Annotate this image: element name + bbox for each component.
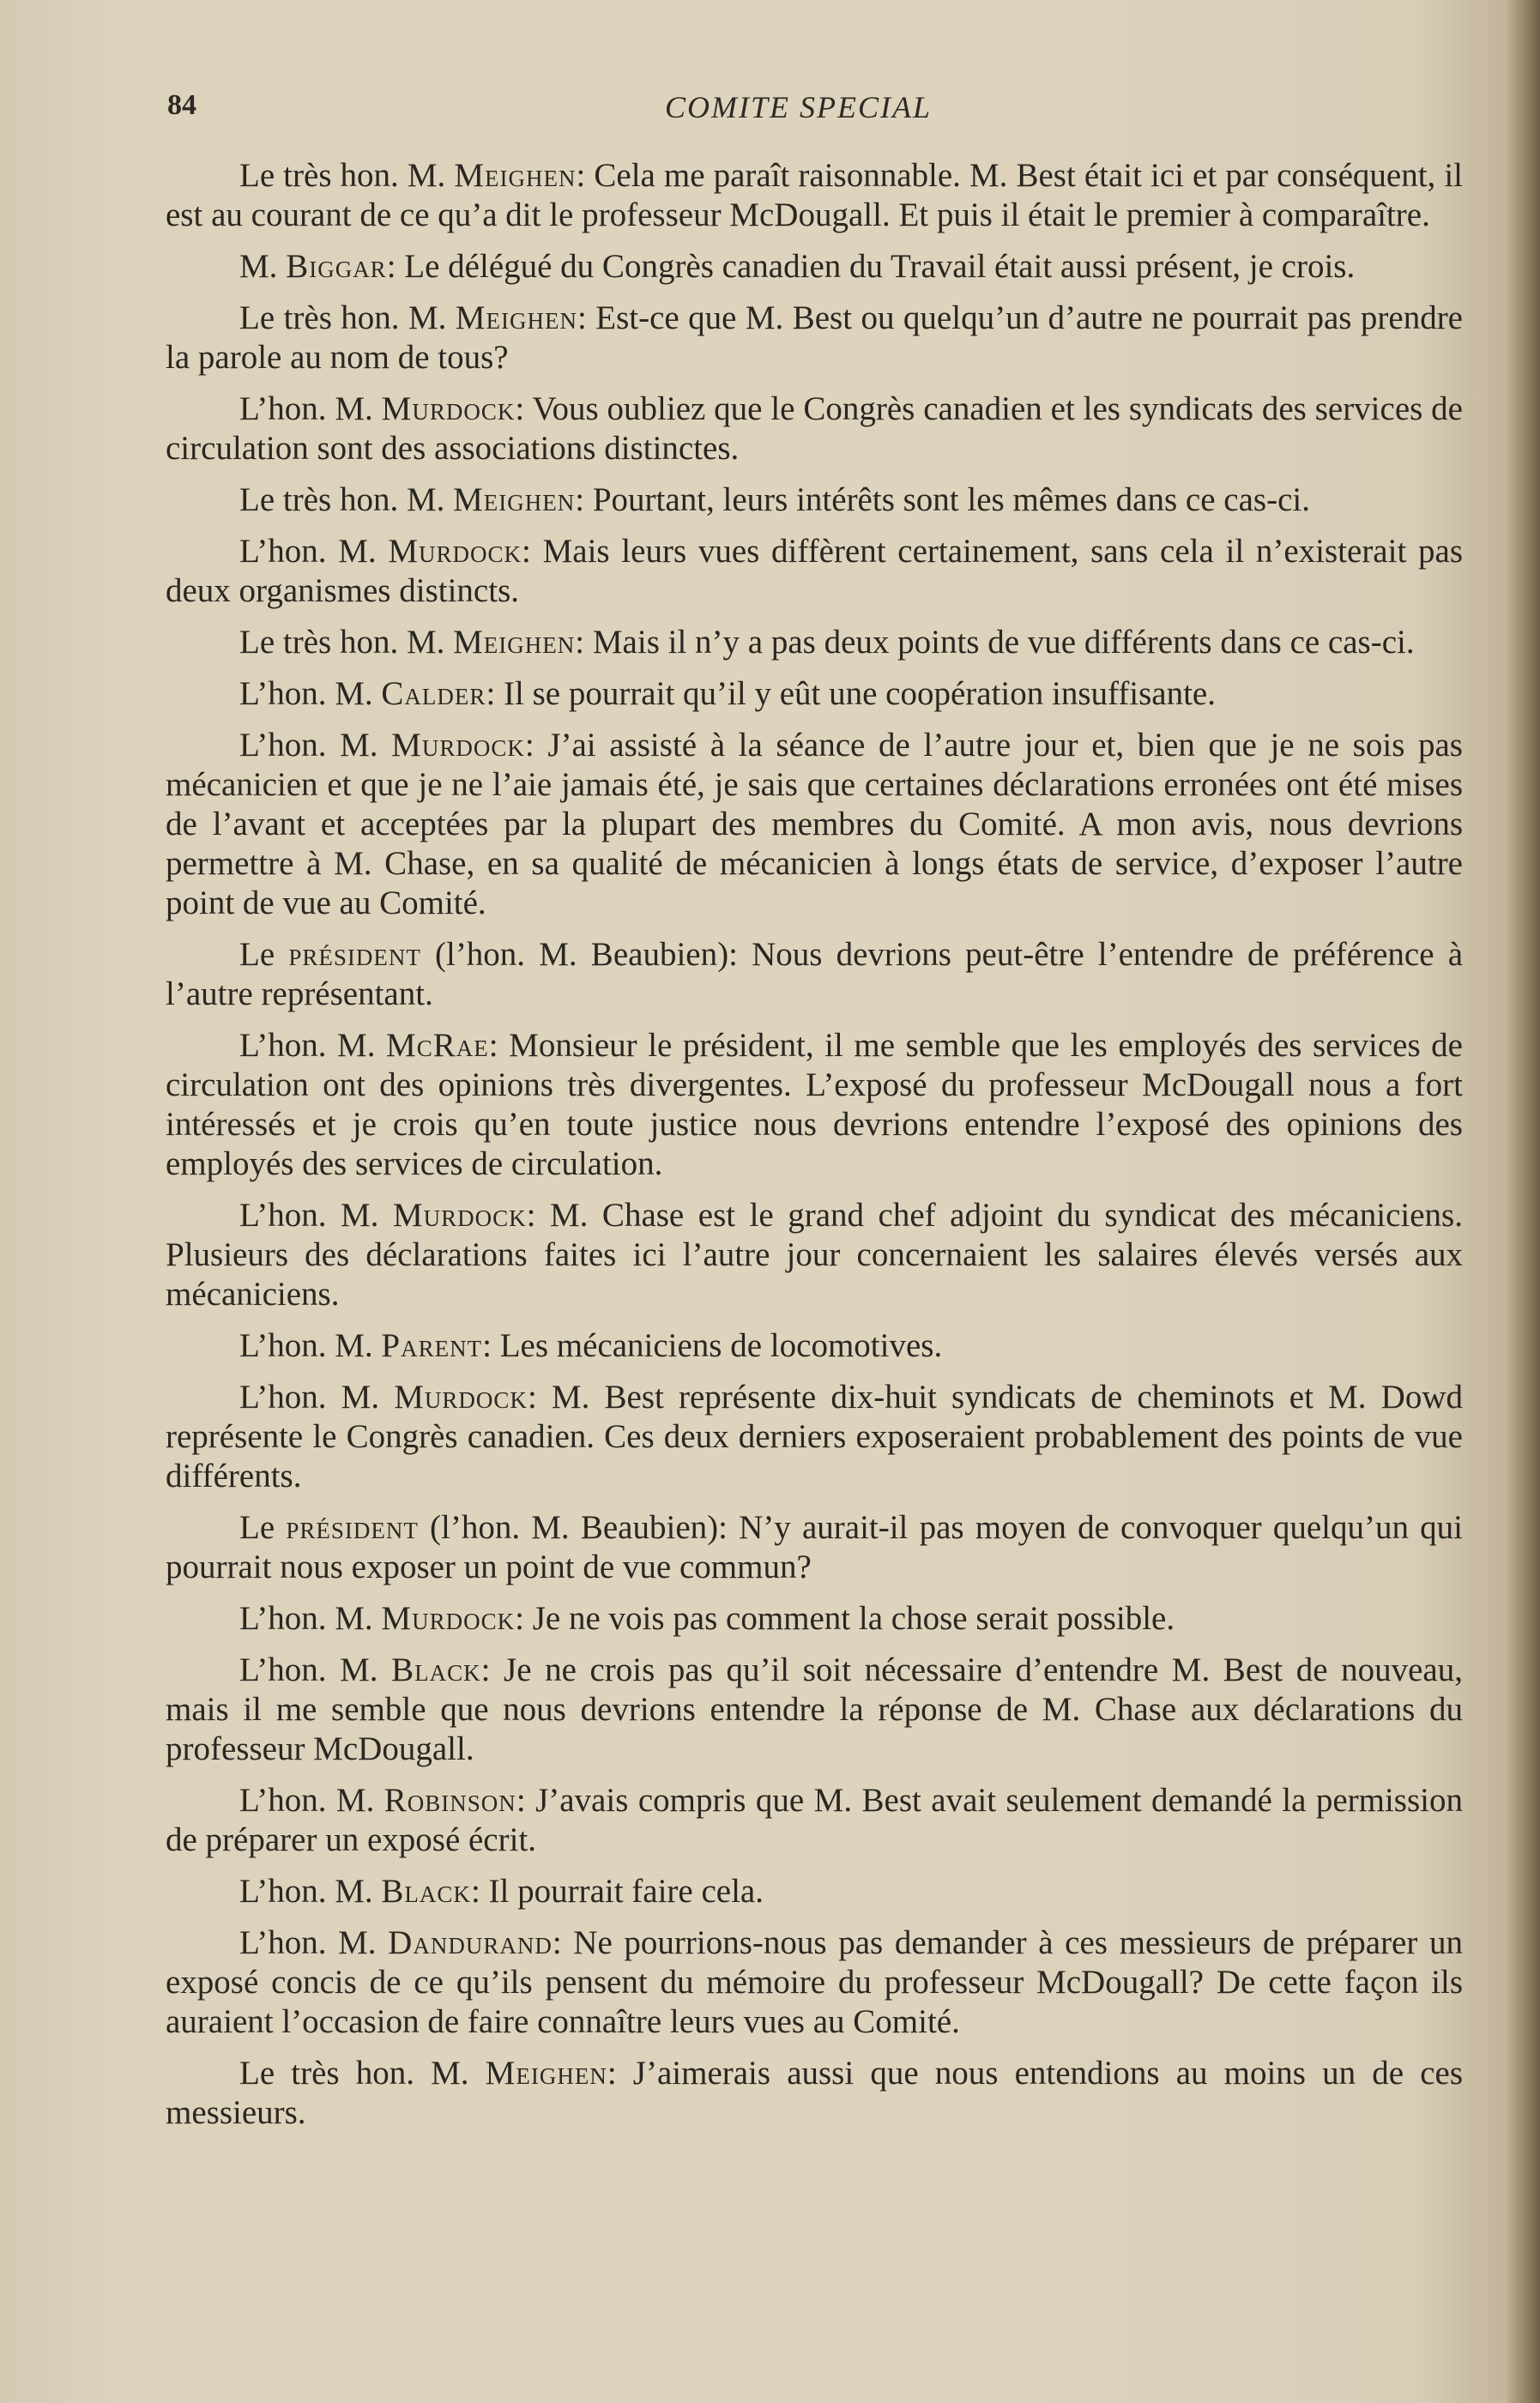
paragraph <box>166 1872 1463 1911</box>
speaker-name: président <box>286 1509 419 1546</box>
paragraph <box>166 674 1463 714</box>
speaker-title: Le très hon. M. <box>239 299 456 336</box>
paragraph <box>166 935 1463 1014</box>
speaker-title: Le très hon. M. <box>239 157 455 194</box>
paragraph <box>166 299 1463 377</box>
paragraph-text: (l’hon. M. Beaubien): N’y aurait-il pas moyen de convoquer quelqu’un qui pourrait nous exposer un point de vue commun? <box>166 1509 1463 1585</box>
speaker-title: Le très hon. M. <box>239 624 454 661</box>
speaker-title: M. <box>239 248 287 285</box>
paragraph-text: : Est-ce que M. Best ou quelqu’un d’autre ne pourrait pas prendre la parole au nom de tous? <box>166 299 1463 376</box>
speaker-title: L’hon. M. <box>239 1651 392 1688</box>
speaker-name: Meighen <box>453 624 576 661</box>
paragraph-text: : Pourtant, leurs intérêts sont les mêmes dans ce cas-ci. <box>575 481 1310 518</box>
paragraph <box>166 2054 1463 2133</box>
speaker-title: L’hon. M. <box>239 1327 382 1364</box>
speaker-title: L’hon. M. <box>239 675 382 712</box>
speaker-name: Murdock <box>388 533 522 570</box>
paragraph-text: : M. Chase est le grand chef adjoint du syndicat des mécaniciens. Plusieurs des déclarations faites ici l’autre jour concernaient les salaires élevés versés aux mécaniciens. <box>166 1197 1463 1313</box>
speaker-name: Murdock <box>394 1379 528 1416</box>
speaker-title: L’hon. M. <box>239 1924 389 1961</box>
paragraph-text: : Vous oubliez que le Congrès canadien et les syndicats des services de circulation sont des associations distinctes. <box>166 390 1463 467</box>
speaker-name: Murdock <box>381 390 516 427</box>
page-edge-shadow <box>1504 0 1540 2403</box>
speaker-name: Murdock <box>391 727 525 764</box>
paragraph-text: : M. Best représente dix-huit syndicats de cheminots et M. Dowd représente le Congrès canadien. Ces deux derniers exposeraient probablement des points de vue différents. <box>166 1379 1463 1494</box>
paragraph-text: : Les mécaniciens de locomotives. <box>482 1327 943 1364</box>
paragraph-text: : J’ai assisté à la séance de l’autre jour et, bien que je ne sois pas mécanicien et que je ne l’aie jamais été, je sais que certaines déclarations erronées ont été mises de l’avant et acceptées par la plupart des membres du Comité. A mon avis, nous devrions permettre à M. Chase, en sa qualité de mécanicien à longs états de service, d’exposer l’autre point de vue au Comité. <box>166 727 1463 921</box>
paragraph <box>166 1196 1463 1314</box>
speaker-title: Le très hon. M. <box>239 481 454 518</box>
page-number: 84 <box>167 89 196 121</box>
running-head: COMITE SPECIAL <box>665 90 932 124</box>
speaker-title: L’hon. M. <box>239 1197 393 1234</box>
paragraph <box>166 480 1463 520</box>
speaker-title: L’hon. M. <box>239 1873 382 1910</box>
paragraph-text: : Le délégué du Congrès canadien du Travail était aussi présent, je crois. <box>386 248 1356 285</box>
speaker-title: L’hon. M. <box>239 1782 384 1819</box>
paragraph-text: : Cela me paraît raisonnable. M. Best était ici et par conséquent, il est au courant de ce qu’a dit le professeur McDougall. Et puis il était le premier à comparaître. <box>166 157 1464 233</box>
speaker-name: Black <box>381 1873 471 1910</box>
speaker-name: Parent <box>381 1327 483 1364</box>
paragraph <box>166 1326 1463 1366</box>
speaker-name: Biggar <box>286 248 387 285</box>
paragraph <box>166 1378 1463 1496</box>
paragraph <box>166 532 1463 611</box>
paragraph <box>166 1508 1463 1587</box>
speaker-title: Le très hon. M. <box>239 2055 486 2092</box>
paragraph-text: : Ne pourrions-nous pas demander à ces messieurs de préparer un exposé concis de ce qu’ils pensent du mémoire du professeur McDougall? De cette façon ils auraient l’occasion de faire connaître leurs vues au Comité. <box>166 1924 1463 2040</box>
paragraph <box>166 156 1463 235</box>
speaker-title: Le <box>239 936 289 973</box>
speaker-name: Meighen <box>453 481 576 518</box>
paragraph <box>166 1651 1463 1769</box>
paragraph-text: : Il pourrait faire cela. <box>470 1873 764 1910</box>
paragraph <box>166 623 1463 662</box>
paragraph-text: : Je ne vois pas comment la chose serait possible. <box>515 1600 1175 1637</box>
page-header <box>167 89 1463 130</box>
speaker-title: L’hon. M. <box>239 1379 395 1416</box>
paragraph <box>166 726 1463 923</box>
paragraph-text: : Je ne crois pas qu’il soit nécessaire d’entendre M. Best de nouveau, mais il me semble que nous devrions entendre la réponse de M. Chase aux déclarations du professeur McDougall. <box>166 1651 1463 1767</box>
paragraph-text: : Il se pourrait qu’il y eût une coopération insuffisante. <box>486 675 1216 712</box>
speaker-name: Meighen <box>455 299 577 336</box>
paragraph <box>166 1026 1463 1184</box>
speaker-name: Murdock <box>392 1197 527 1234</box>
paragraph-text: : J’aimerais aussi que nous entendions au moins un de ces messieurs. <box>166 2055 1464 2131</box>
speaker-name: Calder <box>381 675 486 712</box>
speaker-name: Dandurand <box>388 1924 553 1961</box>
paragraph <box>166 1599 1463 1639</box>
speaker-name: Murdock <box>381 1600 516 1637</box>
paragraph <box>166 247 1463 287</box>
speaker-name: Meighen <box>485 2055 607 2092</box>
paragraph-text: : Mais il n’y a pas deux points de vue différents dans ce cas-ci. <box>575 624 1415 661</box>
paragraph <box>166 1923 1463 2042</box>
speaker-title: L’hon. M. <box>239 1027 387 1064</box>
paragraph <box>166 389 1463 468</box>
speaker-name: Robinson <box>383 1782 516 1819</box>
paragraph-text: : Mais leurs vues diffèrent certainement, sans cela il n’existerait pas deux organismes distincts. <box>166 533 1463 609</box>
transcript-body <box>166 156 1463 2145</box>
speaker-title: L’hon. M. <box>239 533 389 570</box>
speaker-title: L’hon. M. <box>239 390 382 427</box>
speaker-title: L’hon. M. <box>239 1600 382 1637</box>
paragraph-text: (l’hon. M. Beaubien): Nous devrions peut-être l’entendre de préférence à l’autre représentant. <box>166 936 1463 1012</box>
speaker-title: Le <box>239 1509 287 1546</box>
speaker-name: McRae <box>386 1027 489 1064</box>
paragraph-text: : Monsieur le président, il me semble que les employés des services de circulation ont des opinions très divergentes. L’exposé du professeur McDougall nous a fort intéressés et je crois qu’en toute justice nous devrions entendre l’exposé des opinions des employés des services de circulation. <box>166 1027 1463 1182</box>
speaker-name: Meighen <box>454 157 577 194</box>
speaker-name: Black <box>391 1651 481 1688</box>
paragraph <box>166 1781 1463 1860</box>
speaker-name: président <box>288 936 421 973</box>
paragraph-text: : J’avais compris que M. Best avait seulement demandé la permission de préparer un exposé écrit. <box>166 1782 1463 1858</box>
speaker-title: L’hon. M. <box>239 727 392 764</box>
